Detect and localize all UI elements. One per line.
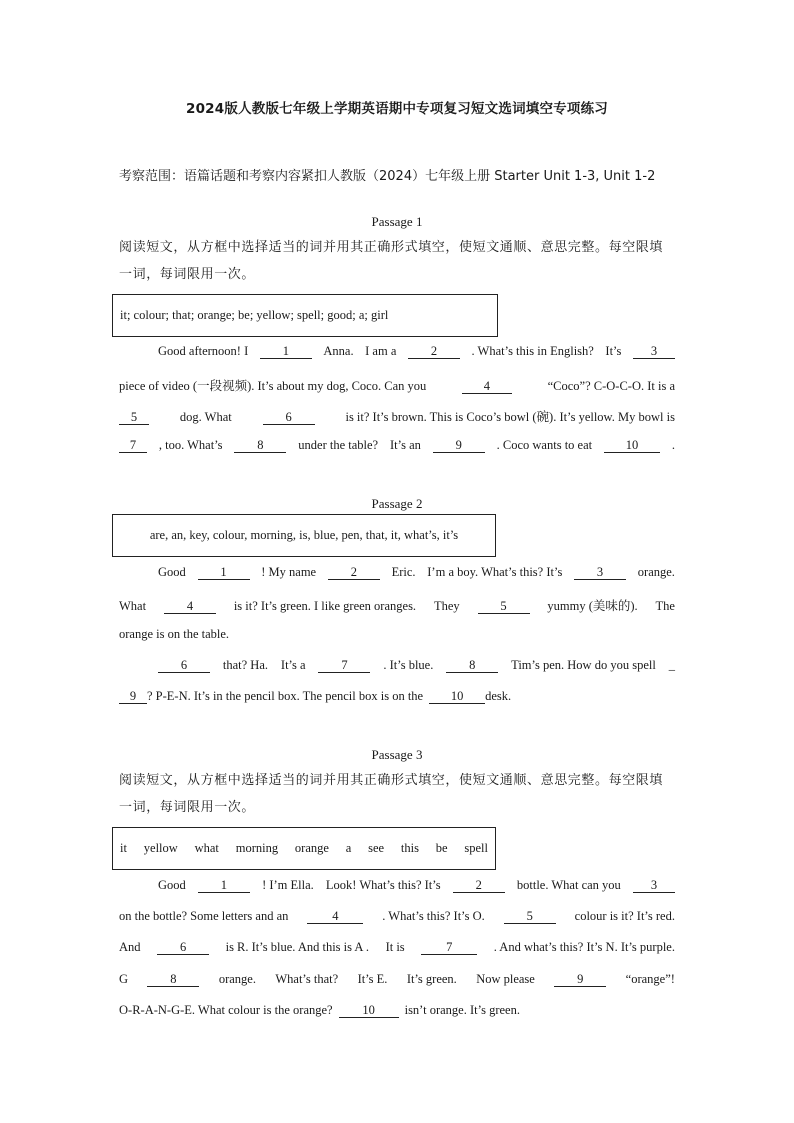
text-segment: that? Ha. [222,658,269,672]
instruction-line: 阅读短文，从方框中选择适当的词并用其正确形式填空，使短文通顺、意思完整。每空限填 [119,240,664,255]
passage-2-line-3 [119,627,675,642]
text-segment: is it? It’s brown. This is Coco’s bowl (碗). It’s yellow. My bowl is [345,410,675,424]
passage-2-line-4 [158,658,675,673]
text-segment: I am a [365,344,397,358]
answer-blank[interactable]: 10 [339,1004,399,1018]
answer-blank[interactable]: 5 [504,910,556,924]
answer-blank[interactable]: 1 [198,879,250,893]
text-segment: . It’s blue. [383,658,434,672]
answer-blank[interactable]: 1 [198,566,250,580]
text-segment: desk. [485,689,512,703]
word-bank-item: morning [235,841,279,855]
text-segment: Now please [476,972,535,986]
passage-1-line-1 [158,344,675,359]
passage-3-word-box [112,827,496,870]
word-bank-item: this [400,841,419,855]
text-segment: yummy (美味的). [547,599,638,613]
text-segment: Good [158,878,186,892]
text-segment: O-R-A-N-G-E. What colour is the orange? [119,1003,333,1017]
text-segment: It’s a [280,658,306,672]
text-segment: isn’t orange. It’s green. [404,1003,520,1017]
text-segment: Anna. [323,344,354,358]
answer-blank[interactable]: 5 [478,600,530,614]
passage-2-word-box [112,514,496,557]
instruction-line: 一词，每词限用一次。 [119,800,256,815]
answer-blank[interactable]: 7 [318,659,370,673]
text-segment: What [119,599,147,613]
text-segment: . What’s this? It’s O. [382,909,485,923]
answer-blank[interactable]: 9 [119,690,147,704]
text-segment: The [655,599,675,613]
answer-blank[interactable]: 10 [604,439,660,453]
word-bank-item: spell [464,841,488,855]
answer-blank[interactable]: 4 [307,910,363,924]
text-segment: piece of video (一段视频). It’s about my dog, Coco. Can you [119,379,427,393]
answer-blank[interactable]: 8 [234,439,286,453]
answer-blank[interactable]: 4 [164,600,216,614]
answer-blank[interactable]: 3 [574,566,626,580]
answer-blank[interactable]: 9 [554,973,606,987]
page-title: 2024版人教版七年级上学期英语期中专项复习短文选词填空专项练习 [186,101,608,117]
passage-1-instructions [119,234,675,288]
passage-3-line-4 [119,972,675,987]
passage-1-line-2 [119,376,675,394]
passage-2-line-5 [119,689,675,704]
passage-3-line-3 [119,940,675,955]
exam-scope: 考察范围：语篇话题和考察内容紧扣人教版（2024）七年级上册 Starter Unit 1-3, Unit 1-2 [119,169,656,184]
text-segment: under the table? [298,438,379,452]
text-segment: . Coco wants to eat [496,438,593,452]
text-segment: ! I’m Ella. [262,878,314,892]
text-segment: orange. [218,972,256,986]
word-bank-item: orange [294,841,329,855]
passage-3-line-1 [158,878,675,893]
word-bank: it; colour; that; orange; be; yellow; spell; good; a; girl [120,308,389,322]
answer-blank[interactable]: 7 [119,439,147,453]
text-segment: Good [158,565,186,579]
answer-blank[interactable]: 4 [462,380,512,394]
text-segment: _ [668,658,675,672]
passage-2-title: Passage 2 [371,496,423,511]
answer-blank[interactable]: 3 [633,879,675,893]
text-segment: Good afternoon! I [158,344,249,358]
text-segment: colour is it? It’s red. [574,909,675,923]
passage-1-word-box [112,294,498,337]
answer-blank[interactable]: 8 [147,973,199,987]
instruction-line: 阅读短文，从方框中选择适当的词并用其正确形式填空，使短文通顺、意思完整。每空限填 [119,773,664,788]
word-bank-item: what [194,841,219,855]
text-segment: It’s an [389,438,421,452]
text-segment: is it? It’s green. I like green oranges. [233,599,417,613]
passage-2-line-1 [158,565,675,580]
answer-blank[interactable]: 6 [263,411,315,425]
text-segment: What’s that? [275,972,339,986]
answer-blank[interactable]: 6 [157,941,209,955]
answer-blank[interactable]: 2 [328,566,380,580]
text-segment: . What’s this in English? [471,344,594,358]
passage-3-title: Passage 3 [371,747,423,762]
answer-blank[interactable]: 8 [446,659,498,673]
passage-3-line-5 [119,1003,675,1018]
answer-blank[interactable]: 2 [453,879,505,893]
text-segment: Tim’s pen. How do you spell [511,658,656,672]
word-bank-item: yellow [143,841,178,855]
answer-blank[interactable]: 2 [408,345,460,359]
text-segment: ! My name [261,565,317,579]
text-segment: orange is on the table. [119,627,230,641]
answer-blank[interactable]: 5 [119,411,149,425]
passage-1-title: Passage 1 [371,214,423,229]
text-segment: , too. What’s [158,438,223,452]
text-segment: I’m a boy. What’s this? It’s [427,565,563,579]
word-bank: are, an, key, colour, morning, is, blue, pen, that, it, what’s, it’s [149,528,459,542]
word-bank-item: a [345,841,352,855]
text-segment: bottle. What can you [516,878,621,892]
text-segment: It is [385,940,405,954]
text-segment: G [119,972,129,986]
answer-blank[interactable]: 6 [158,659,210,673]
text-segment: . And what’s this? It’s N. It’s purple. [493,940,675,954]
passage-2-line-2 [119,596,675,614]
word-bank-item: see [368,841,385,855]
answer-blank[interactable]: 9 [433,439,485,453]
passage-3-instructions [119,767,675,821]
word-bank-item: it [120,841,127,855]
answer-blank[interactable]: 10 [429,690,485,704]
text-segment: It’s [605,344,622,358]
answer-blank[interactable]: 3 [633,345,675,359]
text-segment: And [119,940,141,954]
text-segment: ? P-E-N. It’s in the pencil box. The pencil box is on the [147,689,424,703]
instruction-line: 一词，每词限用一次。 [119,267,256,282]
text-segment: is R. It’s blue. And this is A . [225,940,370,954]
text-segment: orange. [637,565,675,579]
passage-1-line-4 [119,438,675,453]
text-segment: dog. What [179,410,232,424]
text-segment: It’s green. [406,972,457,986]
answer-blank[interactable]: 7 [421,941,477,955]
text-segment: “Coco”? C-O-C-O. It is a [547,379,675,393]
text-segment: Look! What’s this? It’s [325,878,441,892]
word-bank-item: be [435,841,448,855]
answer-blank[interactable]: 1 [260,345,312,359]
text-segment: It’s E. [357,972,388,986]
text-segment: “orange”! [625,972,675,986]
text-segment: They [433,599,460,613]
text-segment: . [671,438,675,452]
text-segment: Eric. [391,565,416,579]
passage-3-line-2 [119,909,675,924]
text-segment: on the bottle? Some letters and an [119,909,289,923]
passage-1-line-3 [119,407,675,425]
